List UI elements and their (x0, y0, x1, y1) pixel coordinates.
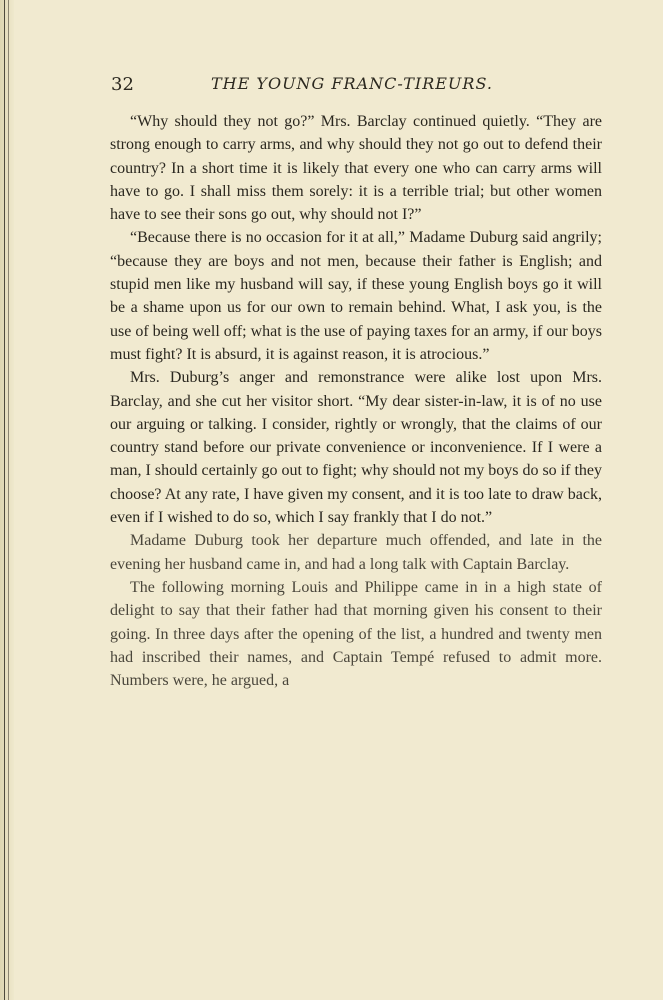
paragraph: Mrs. Duburg’s anger and remonstrance were alike lost upon Mrs. Barclay, and she cut her visitor short. “My dear sister-in-law, it is of no use our arguing or talking. I consider, rightly or wrongly, that the claims of our country stand before our private convenience or inconvenience. If I were a man, I should certainly go out to fight; why should not my boys do so if they choose? At any rate, I have given my consent, and it is too late to draw back, even if I wished to do so, which I say frankly that I do not.” (110, 369, 602, 527)
paragraph: The following morning Louis and Philippe came in in a high state of delight to say that their father had that morning given his consent to their going. In three days after the opening of the list, a hundred and twenty men had inscribed their names, and Captain Tempé refused to admit more. Numbers were, he argued, a (110, 578, 602, 690)
body-text (110, 110, 602, 692)
running-title: THE YOUNG FRANC-TIREURS. (211, 74, 493, 93)
page-header (111, 70, 603, 96)
binding-gutter (0, 0, 14, 1000)
gutter-rule (8, 0, 9, 1000)
page-number: 32 (111, 74, 134, 95)
paragraph: “Because there is no occasion for it at all,” Madame Duburg said angrily; “because they are boys and not men, because their father is English; and stupid men like my husband will say, if these young English boys go it will be a shame upon us for our own to remain behind. What, I ask you, is the use of being well off; what is the use of paying taxes for an army, if our boys must fight? It is absurd, it is against reason, it is atrocious.” (110, 229, 602, 363)
paragraph: “Why should they not go?” Mrs. Barclay continued quietly. “They are strong enough to carry arms, and why should they not go out to defend their country? In a short time it is likely that every one who can carry arms will have to go. I shall miss them sorely: it is a terrible trial; but other women have to see their sons go out, why should not I?” (110, 113, 602, 224)
paragraph: Madame Duburg took her departure much offended, and late in the evening her husband came in, and had a long talk with Captain Barclay. (110, 532, 602, 573)
gutter-rule (4, 0, 5, 1000)
